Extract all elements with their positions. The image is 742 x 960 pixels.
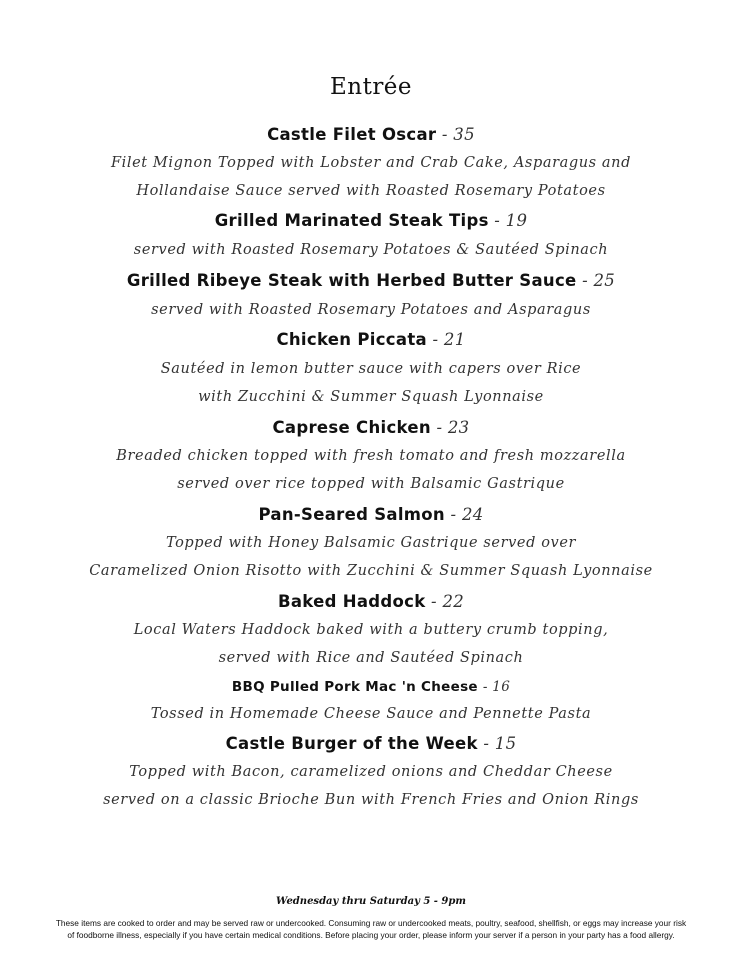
allergy-disclaimer: of foodborne illness, especially if you have certain medical conditions. Before placing your order, please inform your server if a person in your party has a food allergy. xyxy=(67,930,675,940)
dish-title xyxy=(0,418,742,437)
dish-name: Castle Filet Oscar xyxy=(267,125,437,144)
dish-title xyxy=(0,679,742,695)
dish-name: Caprese Chicken xyxy=(272,418,431,437)
dish-title xyxy=(0,125,742,144)
dish-title xyxy=(0,211,742,230)
dish-description: served with Rice and Sautéed Spinach xyxy=(218,650,524,666)
dish-price: - 16 xyxy=(482,679,511,695)
dish-description: Tossed in Homemade Cheese Sauce and Pennette Pasta xyxy=(150,706,592,722)
dish-description: served over rice topped with Balsamic Gastrique xyxy=(177,476,565,492)
dish-description: Caramelized Onion Risotto with Zucchini & Summer Squash Lyonnaise xyxy=(89,563,653,579)
dish-title xyxy=(0,734,742,753)
dish-price: - 23 xyxy=(436,418,470,437)
dish-name: Baked Haddock xyxy=(277,592,426,611)
dish-title xyxy=(0,330,742,349)
dish-description: Hollandaise Sauce served with Roasted Rosemary Potatoes xyxy=(136,183,606,199)
dish-name: Grilled Marinated Steak Tips xyxy=(214,211,489,230)
dish-price: - 24 xyxy=(450,505,484,524)
dish-description: Breaded chicken topped with fresh tomato and fresh mozzarella xyxy=(116,448,626,464)
dish-price: - 22 xyxy=(431,592,465,611)
dish-name: Castle Burger of the Week xyxy=(225,734,478,753)
dish-description: Local Waters Haddock baked with a buttery crumb topping, xyxy=(133,622,609,638)
dish-description: with Zucchini & Summer Squash Lyonnaise xyxy=(198,389,544,405)
dish-price: - 25 xyxy=(582,271,616,290)
dish-title xyxy=(0,592,742,611)
dish-description: served with Roasted Rosemary Potatoes & Sautéed Spinach xyxy=(133,242,609,258)
dish-name: Pan-Seared Salmon xyxy=(258,505,445,524)
dish-description: Filet Mignon Topped with Lobster and Crab Cake, Asparagus and xyxy=(110,155,631,171)
dish-name: BBQ Pulled Pork Mac 'n Cheese xyxy=(231,679,478,695)
dish-title xyxy=(0,271,742,290)
dish-name: Grilled Ribeye Steak with Herbed Butter Sauce xyxy=(126,271,577,290)
page-title: Entrée xyxy=(329,74,413,100)
dish-name: Chicken Piccata xyxy=(276,330,427,349)
dish-description: served on a classic Brioche Bun with French Fries and Onion Rings xyxy=(103,792,639,808)
dish-description: Topped with Bacon, caramelized onions and Cheddar Cheese xyxy=(129,764,613,780)
dish-description: Topped with Honey Balsamic Gastrique served over xyxy=(165,535,577,551)
dish-price: - 21 xyxy=(432,330,466,349)
allergy-disclaimer: These items are cooked to order and may be served raw or undercooked. Consuming raw or undercooked meats, poultry, seafood, shellfish, or eggs may increase your risk xyxy=(55,918,687,928)
dish-price: - 15 xyxy=(483,734,517,753)
dish-title xyxy=(0,505,742,524)
service-hours: Wednesday thru Saturday 5 - 9pm xyxy=(276,896,466,907)
dish-description: Sautéed in lemon butter sauce with capers over Rice xyxy=(160,361,582,377)
dish-price: - 35 xyxy=(441,125,475,144)
dish-price: - 19 xyxy=(494,211,528,230)
dish-description: served with Roasted Rosemary Potatoes and Asparagus xyxy=(151,302,591,318)
